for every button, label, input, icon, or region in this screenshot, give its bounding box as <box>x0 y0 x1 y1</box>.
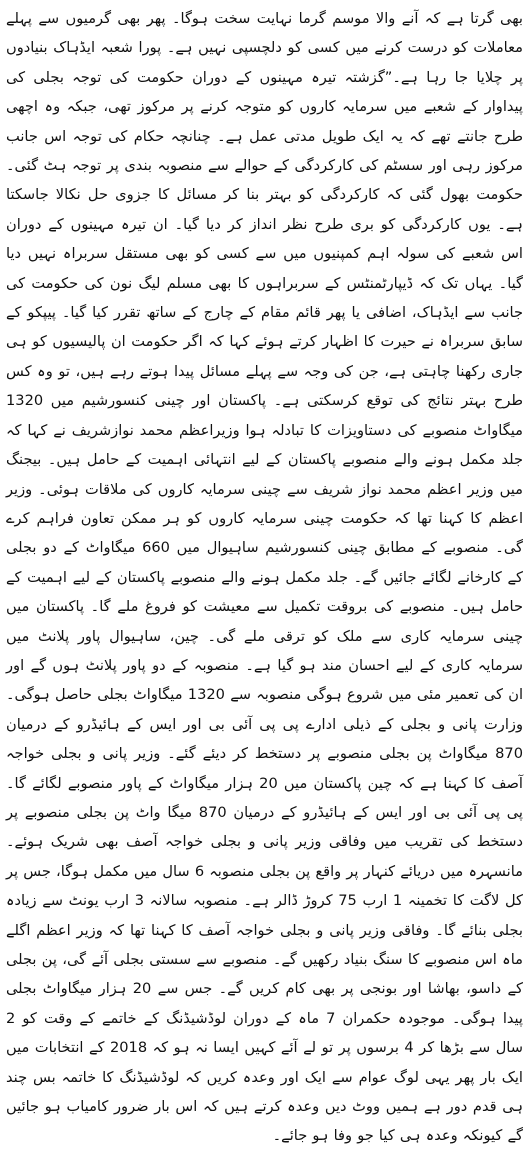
article-body <box>6 4 523 1151</box>
article-paragraph: بھی گرتا ہے کہ آنے والا موسم گرما نہایت سخت ہوگا۔ پھر بھی گرمیوں سے پہلے معاملات کو درست کرنے میں کسی کو دلچسپی نہیں ہے۔ پورا شعبہ ایڈہاک بنیادوں پر چلایا جا رہا ہے۔”گزشتہ تیرہ مہینوں کے دوران حکومت کی توجہ بجلی کی پیداوار کے شعبے میں سرمایہ کاروں کو متوجہ کرنے پر مرکوز تھی، جبکہ وہ اچھی طرح جانتے تھے کہ یہ ایک طویل مدتی عمل ہے۔ چنانچہ حکام کی توجہ اس جانب مرکوز رہی اور سسٹم کی کارکردگی کے حوالے سے منصوبہ بندی پر توجہ ہٹ گئی۔حکومت بھول گئی کہ کارکردگی کو بہتر بنا کر مسائل کا جزوی حل نکالا جاسکتا ہے۔ یوں کارکردگی کو بری طرح نظر انداز کر دیا گیا۔ ان تیرہ مہینوں کے دوران اس شعبے کی سولہ اہم کمپنیوں میں سے کسی کو بھی مستقل سربراہ نہیں دیا گیا۔ یہاں تک کہ ڈیپارٹمنٹس کے سربراہوں کا بھی مسلم لیگ نون کی حکومت کی جانب سے ایڈہاک، اضافی یا پھر قائم مقام کے چارج کے ساتھ تقرر کیا گیا۔ پیپکو کے سابق سربراہ نے حیرت کا اظہار کرتے ہوئے کہا کہ اگر حکومت ان پالیسیوں کو ہی جاری رکھنا چاہتی ہے، جن کی وجہ سے پہلے مسائل پیدا ہوتے رہے ہیں، تو وہ کس طرح بہتر نتائج کی توقع کرسکتی ہے۔ پاکستان اور چینی کنسورشیم میں 1320 میگاواٹ منصوبے کی دستاویزات کا تبادلہ ہوا وزیراعظم محمد نوازشریف نے کہا کہ جلد مکمل ہونے والے منصوبے پاکستان کے لیے انتہائی اہمیت کے حامل ہیں۔ بیجنگ میں وزیر اعظم محمد نواز شریف سے چینی سرمایہ کاروں کی ملاقات ہوئی۔ وزیر اعظم کا کہنا تھا کہ حکومت چینی سرمایہ کاروں کو ہر ممکن تعاون فراہم کرے گی۔ منصوبے کے مطابق چینی کنسورشیم ساہیوال میں 660 میگاواٹ کے دو بجلی کے کارخانے لگائے جائیں گے۔ جلد مکمل ہونے والے منصوبے پاکستان کے لیے اہمیت کے حامل ہیں۔ منصوبے کی بروقت تکمیل سے معیشت کو فروغ ملے گا۔ پاکستان میں چینی سرمایہ کاری سے ملک کو ترقی ملے گی۔ چین، ساہیوال پاور پلانٹ میں سرمایہ کاری کے لیے احسان مند ہو گیا ہے۔ منصوبہ کے دو پاور پلانٹ ہوں گے اور ان کی تعمیر مئی میں شروع ہوگی منصوبہ سے 1320 میگاواٹ بجلی حاصل ہوگی۔ وزارت پانی و بجلی کے ذیلی ادارے پی پی آئی بی اور ایس کے ہائیڈرو کے درمیان 870 میگاواٹ پن بجلی منصوبے پر دستخط کر دیئے گئے۔ وزیر پانی و بجلی خواجہ آصف کا کہنا ہے کہ چین پاکستان میں 20 ہزار میگاواٹ کے پاور منصوبے لگائے گا۔ پی پی آئی بی اور ایس کے ہائیڈرو کے درمیان 870 میگا واٹ پن بجلی منصوبے پر دستخط کی تقریب میں وفاقی وزیر پانی و بجلی خواجہ آصف بھی شریک ہوئے۔ مانسہرہ میں دریائے کنہار پر واقع پن بجلی منصوبہ 6 سال میں مکمل ہوگا، جس پر کل لاگت کا تخمینہ 1 ارب 75 کروڑ ڈالر ہے۔ منصوبہ سالانہ 3 ارب یونٹ سے زیادہ بجلی بنائے گا۔ وفاقی وزیر پانی و بجلی خواجہ آصف کا کہنا تھا کہ وزیر اعظم اگلے ماہ اس منصوبے کا سنگ بنیاد رکھیں گے۔ منصوبے سے سستی بجلی آئے گی، پن بجلی کے داسو، بھاشا اور بونجی پر بھی کام کریں گے۔ جس سے 20 ہزار میگاواٹ بجلی پیدا ہوگی۔ موجودہ حکمران 7 ماہ کے دوران لوڈشیڈنگ کے خاتمے کے وقت کو 2 سال سے بڑھا کر 4 برسوں پر تو لے آئے کہیں ایسا نہ ہو کہ 2018 کے انتخابات میں ایک بار پھر یہی لوگ عوام سے ایک اور وعدہ کریں کہ لوڈشیڈنگ کا خاتمہ بس چند ہی قدم دور ہے ہمیں ووٹ دیں وعدہ کرتے ہیں کہ اس بار ضرور کامیاب ہو جائیں گے کیونکہ وعدہ ہی کیا جو وفا ہو جائے۔ <box>6 10 524 1145</box>
